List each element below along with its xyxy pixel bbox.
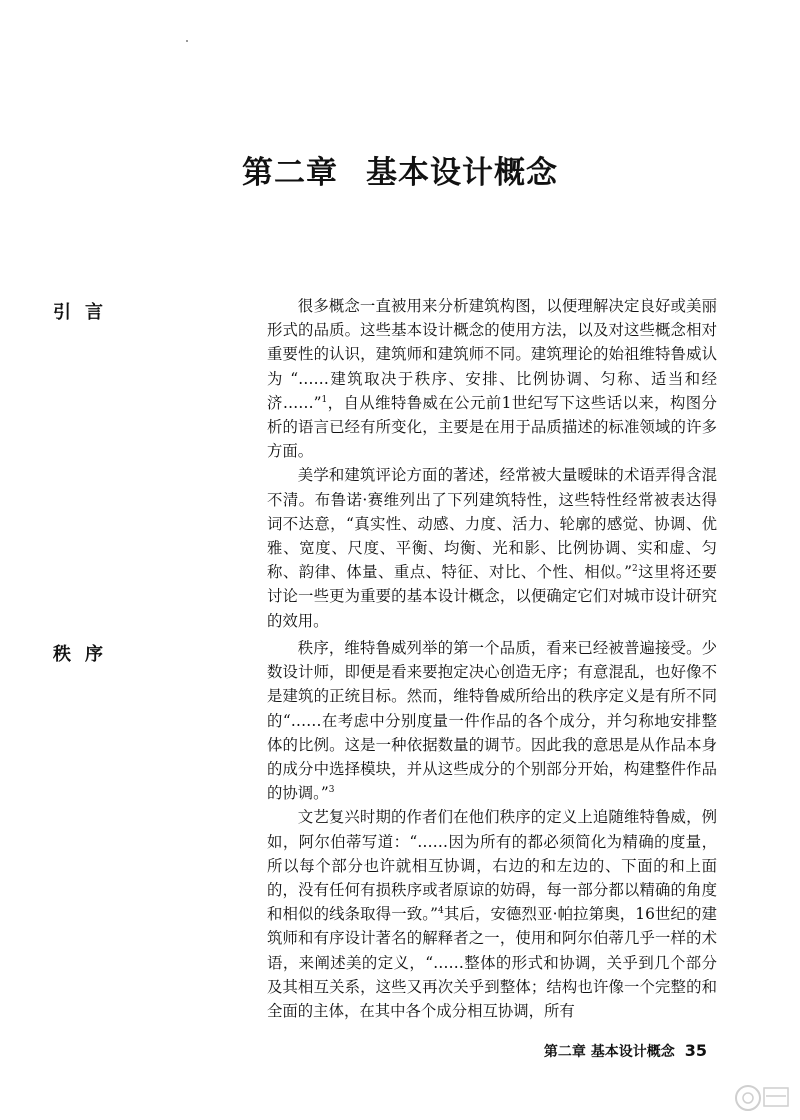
paragraph-text: 文艺复兴时期的作者们在他们秩序的定义上追随维特鲁威，例如，阿尔伯蒂写道：“……因为所有的都必须简化为精确的度量，所以每个部分也许就相互协调，右边的和左边的、下面的和上面的，没有任何有损秩序或者原谅的妨碍，每一部分都以精确的角度和相似的线条取得一致。” — [267, 808, 717, 924]
footnote-ref: 3 — [328, 785, 335, 796]
running-head: 第二章 基本设计概念 — [543, 1044, 675, 1060]
section-body-order — [267, 636, 717, 1023]
paragraph — [267, 805, 717, 1023]
page-footer — [544, 1041, 707, 1061]
chapter-title — [0, 147, 800, 192]
paragraph-text: 美学和建筑评论方面的著述，经常被大量暧昧的术语弄得含混不清。布鲁诺·赛维列出了下列建筑特性，这些特性经常被表达得词不达意，“真实性、动感、力度、活力、轮廓的感觉、协调、优雅、宽度、尺度、平衡、均衡、光和影、比例协调、实和虚、匀称、韵律、体量、重点、特征、对比、个性、相似。” — [267, 466, 717, 582]
section-body-introduction — [267, 294, 717, 633]
chapter-number: 第二章 — [242, 155, 338, 191]
section-heading-introduction: 引言 — [53, 302, 117, 323]
paragraph — [267, 636, 717, 805]
paragraph — [267, 463, 717, 632]
scan-speck — [186, 40, 188, 42]
page-number: 35 — [684, 1041, 707, 1060]
footnote-ref: 4 — [438, 906, 444, 917]
paragraph-text: 这里将还要讨论一些更为重要的基本设计概念，以便确定它们对城市设计研究的效用。 — [267, 563, 717, 630]
footnote-ref: 2 — [631, 564, 638, 575]
section-heading-order: 秩序 — [53, 644, 117, 665]
footnote-ref: 1 — [321, 394, 328, 405]
paragraph — [267, 294, 717, 463]
watermark-logo-icon — [730, 1076, 794, 1116]
paragraph-text: ，自从维特鲁威在公元前1世纪写下这些话以来，构图分析的语言已经有所变化，主要是在用于品质描述的标准领域的许多方面。 — [267, 393, 717, 461]
paragraph-text: 秩序，维特鲁威列举的第一个品质，看来已经被普遍接受。少数设计师，即便是看来要抱定决心创造无序；有意混乱，也好像不是建筑的正统目标。然而，维特鲁威所给出的秩序定义是有所不同的“……在考虑中分别度量一件作品的各个成分，并匀称地安排整体的比例。这是一种依据数量的调节。因此我的意思是从作品本身的成分中选择模块，并从这些成分的个别部分开始，构建整件作品的协调。” — [267, 639, 717, 803]
paragraph-text: 其后，安德烈亚·帕拉第奥，16世纪的建筑师和有序设计著名的解释者之一，使用和阿尔伯蒂几乎一样的术语，来阐述美的定义，“……整体的形式和协调，关乎到几个部分及其相互关系，这些又再次关乎到整体；结构也许像一个完整的和全面的主体，在其中各个成分相互协调，所有 — [267, 905, 717, 1021]
chapter-name: 基本设计概念 — [366, 155, 558, 191]
paragraph-text: 很多概念一直被用来分析建筑构图，以便理解决定良好或美丽形式的品质。这些基本设计概念的使用方法，以及对这些概念相对重要性的认识，建筑师和建筑师不同。建筑理论的始祖维特鲁威认为 “……建筑取决于秩序、安排、比例协调、匀称、适当和经济……” — [267, 297, 717, 412]
